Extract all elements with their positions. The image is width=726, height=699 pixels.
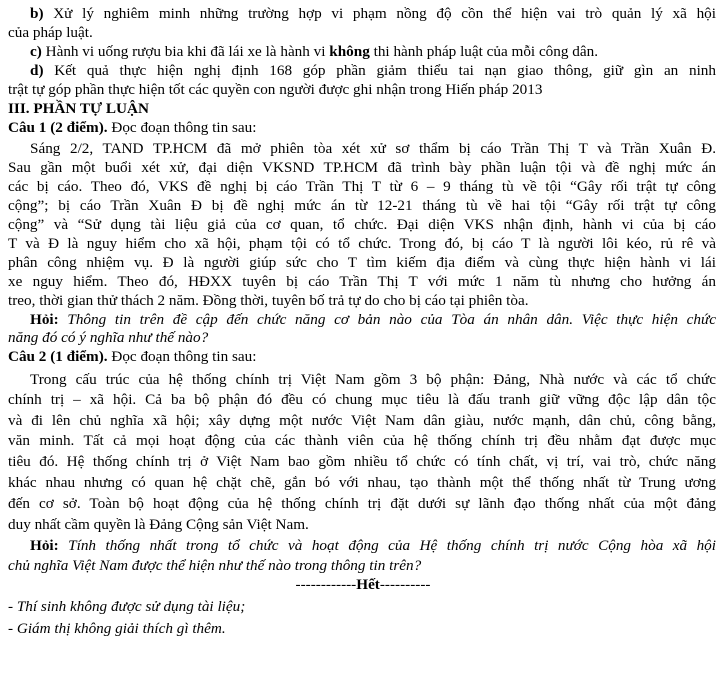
option-b-label: b) [30, 5, 44, 22]
q2-paragraph-line: khác nhau nhưng có quan hệ chặt chẽ, gắn bó với nhau, tạo thành một thể thống nhất từ Trung ương [8, 474, 716, 491]
q1-paragraph-line: Sau gần một buổi xét xử, đại diện VKSND TP.HCM đã trình bày phần luận tội và đề nghị mức án [8, 159, 716, 176]
q2-paragraph-line: Trong cấu trúc của hệ thống chính trị Việt Nam gồm 3 bộ phận: Đảng, Nhà nước và các tổ chức [30, 371, 716, 388]
q1-paragraph-line: phân công nhiệm vụ. Đ là người giúp sức cho T tìm kiếm địa điểm và cùng thực hiện hành vi lái [8, 254, 716, 271]
question-1-ask-line1: Hỏi: Thông tin trên đề cập đến chức năng cơ bản nào của Tòa án nhân dân. Việc thực hiện chức [30, 311, 716, 328]
emphasis-khong: không [329, 43, 370, 60]
option-b-line2: của pháp luật. [8, 24, 93, 41]
q1-paragraph-line: xe nguy hiểm. Theo đó, HĐXX tuyên bị cáo Trần Thị T với mức 1 năm tù nhưng cho hưởng án [8, 273, 716, 290]
q1-paragraph-line: các bị cáo. Theo đó, VKS đề nghị bị cáo Trần Thị T từ 6 – 9 tháng tù về tội “Gây rối trật tự công [8, 178, 716, 195]
q2-paragraph-line: và đi lên chủ nghĩa xã hội; xây dựng một nước Việt Nam dân giàu, nước mạnh, dân chủ, công bằng, [8, 412, 716, 429]
note-line: - Thí sinh không được sử dụng tài liệu; [8, 598, 246, 615]
question-1-label: Câu 1 (2 điểm). [8, 119, 108, 136]
option-d-line2: trật tự góp phần thực hiện tốt các quyền con người được ghi nhận trong Hiến pháp 2013 [8, 81, 543, 98]
q1-paragraph-line: treo, thời gian thử thách 2 năm. Đồng thời, tuyên bố trả tự do cho bị cáo tại phiên tòa. [8, 292, 529, 309]
question-1-ask-line2: năng đó có ý nghĩa như thế nào? [8, 329, 209, 346]
option-d-label: d) [30, 62, 44, 79]
question-2-ask-line2: chủ nghĩa Việt Nam được thể hiện như thế nào trong thông tin trên? [8, 557, 422, 574]
option-c-line: c) Hành vi uống rượu bia khi đã lái xe là hành vi không thi hành pháp luật của mỗi công dân. [30, 43, 598, 60]
option-d-line1: d) Kết quả thực hiện nghị định 168 góp phần giảm thiểu tai nạn giao thông, giữ gìn an ninh [30, 62, 716, 79]
q2-paragraph-line: duy nhất cầm quyền là Đảng Cộng sản Việt Nam. [8, 516, 309, 533]
end-word: Hết [356, 576, 380, 593]
q1-paragraph-line: Sáng 2/2, TAND TP.HCM đã mở phiên tòa xét xử sơ thẩm bị cáo Trần Thị T và Trần Xuân Đ. [30, 140, 716, 157]
q1-paragraph-line: cộng” và “Sử dụng tài liệu giả của cơ quan, tổ chức. Đại diện VKS nhận định, hành vi của bị cáo [8, 216, 716, 233]
question-2-heading: Câu 2 (1 điểm). Đọc đoạn thông tin sau: [8, 348, 257, 365]
q2-paragraph-line: tiêu đó. Hệ thống chính trị ở Việt Nam bao gồm nhiều tổ chức có tính chất, vị trí, vai trò, chức năng [8, 453, 716, 470]
question-1-heading: Câu 1 (2 điểm). Đọc đoạn thông tin sau: [8, 119, 257, 136]
q2-paragraph-line: chính trị – xã hội. Cả ba bộ phận đó đều có chung mục tiêu là đấu tranh giữ vững độc lập dân tộc [8, 391, 716, 408]
end-marker: ------------Hết---------- [295, 576, 431, 593]
q1-paragraph-line: T và Đ là nguy hiểm cho xã hội, phạm tội có tổ chức. Trong đó, bị cáo T là người lôi kéo, rủ rê và [8, 235, 716, 252]
option-c-label: c) [30, 43, 42, 60]
q1-paragraph-line: cộng”; bị cáo Trần Xuân Đ bị đề nghị mức án từ 12-21 tháng tù về hai tội “Gây rối trật tự công [8, 197, 716, 214]
q2-paragraph-line: đến cơ sở. Toàn bộ hoạt động của hệ thống chính trị đặt dưới sự lãnh đạo thống nhất của một đảng [8, 495, 716, 512]
q2-paragraph-line: văn minh. Tất cả mọi hoạt động của các thành viên của hệ thống chính trị đều nhằm đạt được mục [8, 432, 716, 449]
option-b-line1: b) Xử lý nghiêm minh những trường hợp vi phạm nồng độ cồn thể hiện vai trò quản lý xã hội [30, 5, 716, 22]
question-2-label: Câu 2 (1 điểm). [8, 348, 108, 365]
section-title: III. PHẦN TỰ LUẬN [8, 100, 149, 117]
ask-label: Hỏi: [30, 537, 59, 554]
question-2-ask-line1: Hỏi: Tính thống nhất trong tổ chức và hoạt động của Hệ thống chính trị nước Cộng hòa xã hội [30, 537, 716, 554]
ask-label: Hỏi: [30, 311, 59, 328]
note-line: - Giám thị không giải thích gì thêm. [8, 620, 226, 637]
